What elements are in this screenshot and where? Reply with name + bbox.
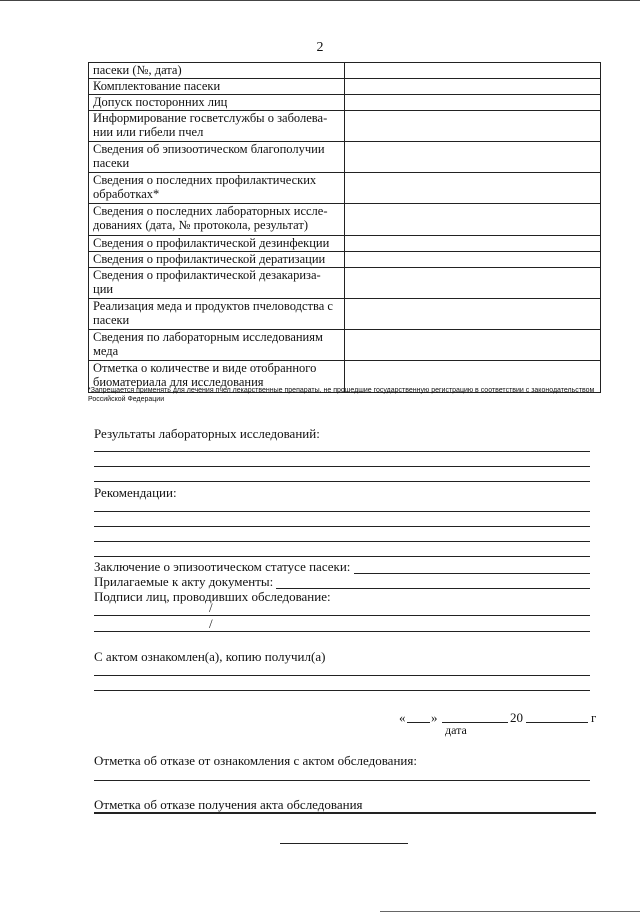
refusal-acquaint-field[interactable]	[94, 780, 590, 781]
lab-results-line-1[interactable]	[94, 451, 590, 452]
footnote: *Запрещается применять для лечения пчел лекарственные препараты, не прошедшие государственную регистрацию в соответствии с законодательством Российской Федерации	[88, 387, 595, 403]
table-row	[89, 204, 601, 236]
row-label: Реализация меда и продуктов пчеловодства с пасеки	[89, 299, 345, 330]
lab-results-line-2[interactable]	[94, 466, 590, 467]
signature-separator-2: /	[209, 616, 213, 631]
refusal-receive-field[interactable]	[94, 812, 596, 814]
row-value-cell[interactable]	[345, 79, 601, 95]
table-row	[89, 142, 601, 173]
signature-separator-1: /	[209, 600, 213, 615]
row-label: Сведения о последних профилактических обработках*	[89, 173, 345, 204]
closing-rule	[280, 843, 408, 844]
row-value-cell[interactable]	[345, 142, 601, 173]
table-row	[89, 95, 601, 111]
recommendations-line-1[interactable]	[94, 511, 590, 512]
row-label: Сведения по лабораторным исследованиям меда	[89, 330, 345, 361]
date-close-quote: »	[431, 710, 438, 725]
recommendations-label: Рекомендации:	[94, 485, 177, 500]
date-year-prefix: 20	[510, 710, 523, 725]
table-row	[89, 330, 601, 361]
recommendations-line-2[interactable]	[94, 526, 590, 527]
table-row	[89, 63, 601, 79]
row-label: Допуск посторонних лиц	[89, 95, 345, 111]
row-label: Сведения о последних лабораторных иссле-дованиях (дата, № протокола, результат)	[89, 204, 345, 236]
row-value-cell[interactable]	[345, 111, 601, 142]
row-label: Комплектование пасеки	[89, 79, 345, 95]
lab-results-label: Результаты лабораторных исследований:	[94, 426, 320, 441]
table-row	[89, 299, 601, 330]
row-value-cell[interactable]	[345, 299, 601, 330]
row-value-cell[interactable]	[345, 252, 601, 268]
inspection-table	[88, 62, 601, 393]
table-row	[89, 79, 601, 95]
row-value-cell[interactable]	[345, 63, 601, 79]
bottom-edge-rule	[380, 911, 640, 912]
conclusion-field[interactable]	[354, 573, 590, 574]
row-value-cell[interactable]	[345, 95, 601, 111]
row-label: Сведения о профилактической дезакариза-ции	[89, 268, 345, 299]
row-value-cell[interactable]	[345, 330, 601, 361]
signature-line-1[interactable]	[94, 615, 590, 616]
row-label: Сведения о профилактической дератизации	[89, 252, 345, 268]
row-value-cell[interactable]	[345, 204, 601, 236]
page-number: 2	[316, 40, 324, 55]
row-label: Информирование госветслужбы о заболева-нии или гибели пчел	[89, 111, 345, 142]
row-value-cell[interactable]	[345, 236, 601, 252]
refusal-acquaint-label: Отметка об отказе от ознакомления с актом обследования:	[94, 753, 417, 768]
table-row	[89, 252, 601, 268]
lab-results-line-3[interactable]	[94, 481, 590, 482]
recommendations-line-4[interactable]	[94, 556, 590, 557]
acquainted-label: С актом ознакомлен(а), копию получил(а)	[94, 649, 326, 664]
table-row	[89, 173, 601, 204]
date-caption: дата	[445, 723, 467, 737]
recommendations-line-3[interactable]	[94, 541, 590, 542]
date-year-field[interactable]	[526, 722, 588, 723]
table-row	[89, 236, 601, 252]
table-row	[89, 268, 601, 299]
row-value-cell[interactable]	[345, 173, 601, 204]
date-open-quote: «	[399, 710, 406, 725]
refusal-receive-label: Отметка об отказе получения акта обследования	[94, 797, 363, 812]
row-label: Отметка о количестве и виде отобранного биоматериала для исследования	[89, 361, 345, 393]
row-label: пасеки (№, дата)	[89, 63, 345, 79]
acquainted-line-2[interactable]	[94, 690, 590, 691]
row-value-cell[interactable]	[345, 268, 601, 299]
row-label: Сведения о профилактической дезинфекции	[89, 236, 345, 252]
row-label: Сведения об эпизоотическом благополучии пасеки	[89, 142, 345, 173]
table-row	[89, 111, 601, 142]
signature-line-2[interactable]	[94, 631, 590, 632]
attached-docs-label: Прилагаемые к акту документы:	[94, 574, 274, 589]
top-edge-rule	[0, 0, 640, 1]
date-day-field[interactable]	[407, 722, 430, 723]
conclusion-label: Заключение о эпизоотическом статусе пасеки:	[94, 559, 351, 574]
signatures-label: Подписи лиц, проводивших обследование:	[94, 589, 331, 604]
date-year-suffix: г	[591, 710, 597, 725]
acquainted-line-1[interactable]	[94, 675, 590, 676]
